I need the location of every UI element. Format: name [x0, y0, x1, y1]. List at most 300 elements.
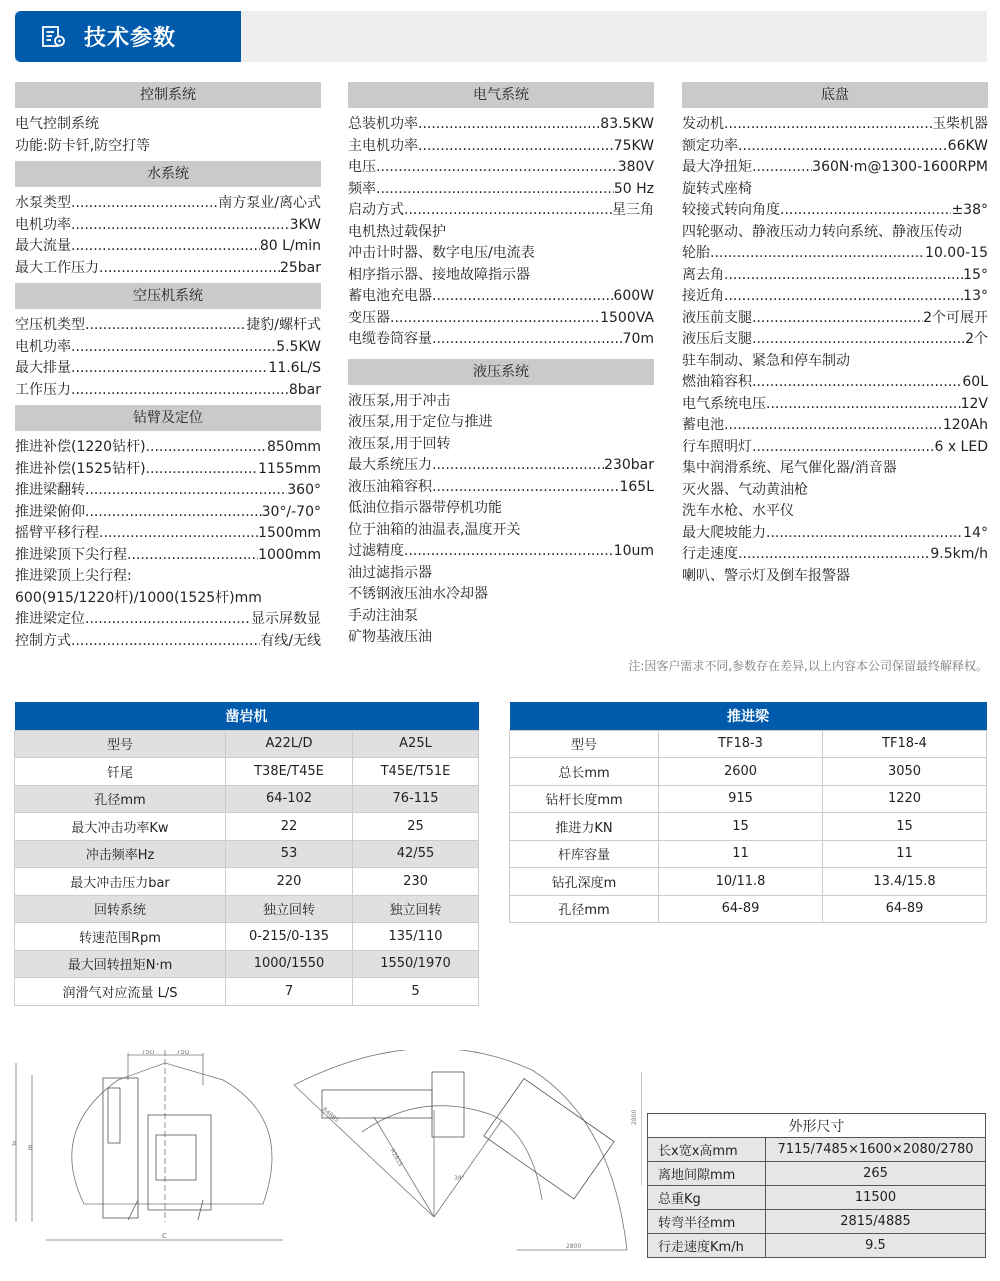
- spec-label: 发动机: [682, 116, 724, 132]
- spec-row: [682, 394, 988, 416]
- table-cell: 1000/1550: [226, 950, 353, 978]
- table-row: [510, 840, 987, 868]
- dot-leader: [146, 459, 259, 481]
- dot-leader: [85, 315, 246, 337]
- spec-value: 9.5km/h: [930, 546, 988, 562]
- spec-label: 燃油箱容积: [682, 374, 752, 390]
- spec-value: 75KW: [613, 137, 654, 154]
- table-cell: 10/11.8: [659, 868, 823, 896]
- spec-value: 玉柴机器: [932, 116, 988, 132]
- spec-label: 额定功率: [682, 137, 738, 154]
- spec-value: 120Ah: [942, 417, 988, 433]
- spec-value: 2个: [965, 331, 988, 347]
- table-cell: 最大回转扭矩N·m: [15, 950, 226, 978]
- dot-leader: [85, 609, 251, 631]
- svg-text:38°: 38°: [454, 1175, 465, 1182]
- spec-row: [15, 566, 321, 588]
- spec-row: [348, 584, 654, 606]
- spec-column-1: [15, 82, 321, 652]
- top-view-drawing: [282, 1050, 642, 1265]
- spec-value: 星三角: [612, 202, 654, 218]
- spec-row: [15, 459, 321, 481]
- table-cell: 64-89: [823, 895, 987, 923]
- table-row: [510, 758, 987, 786]
- table-cell: 总长mm: [510, 758, 659, 786]
- table-cell: 润滑气对应流量 L/S: [15, 978, 226, 1006]
- spec-label: 油过滤指示器: [348, 564, 432, 581]
- table-cell: 11500: [766, 1186, 986, 1210]
- spec-label: 变压器: [348, 309, 390, 326]
- spec-row: [15, 588, 321, 610]
- spec-row: [348, 243, 654, 265]
- spec-row: [682, 136, 988, 158]
- svg-text:2800: 2800: [631, 1109, 638, 1125]
- spec-value: 600W: [613, 288, 654, 304]
- table-cell: 915: [659, 785, 823, 813]
- table-cell: 转速范围Rpm: [15, 923, 226, 951]
- table-cell: 总重Kg: [648, 1186, 766, 1210]
- spec-label: 行走速度: [682, 546, 738, 562]
- spec-row: [682, 544, 988, 566]
- table-cell: A22L/D: [226, 730, 353, 758]
- spec-label: 电缆卷筒容量: [348, 331, 432, 347]
- table-row: [510, 730, 987, 758]
- spec-row: [15, 480, 321, 502]
- table-row: [15, 923, 479, 951]
- spec-label: 行车照明灯: [682, 438, 752, 455]
- table-cell: 独立回转: [226, 895, 353, 923]
- spec-value: ±38°: [951, 202, 988, 218]
- dot-leader: [724, 114, 932, 136]
- table-cell: 7: [226, 978, 353, 1006]
- spec-label: 轮胎: [682, 245, 710, 261]
- spec-value: 360°: [287, 482, 321, 498]
- table-cell: 135/110: [353, 923, 479, 951]
- spec-label: 电压: [348, 159, 376, 175]
- dot-leader: [99, 258, 280, 280]
- spec-label: 工作压力: [15, 381, 71, 398]
- table-cell: 3050: [823, 758, 987, 786]
- spec-row: [348, 498, 654, 520]
- table-cell: 53: [226, 840, 353, 868]
- table-title: 凿岩机: [15, 702, 479, 730]
- table-cell: 11: [659, 840, 823, 868]
- table-cell: T38E/T45E: [226, 758, 353, 786]
- feed-beam-table: [509, 702, 987, 923]
- section-header-water: 水系统: [15, 161, 321, 187]
- spec-label: 冲击计时器、数字电压/电流表: [348, 245, 535, 261]
- spec-label: 电机热过载保护: [348, 223, 446, 240]
- spec-label: 较接式转向角度: [682, 202, 780, 218]
- spec-row: [682, 200, 988, 222]
- spec-label: 最大排量: [15, 360, 71, 376]
- spec-label: 最大工作压力: [15, 259, 99, 276]
- table-cell: 冲击频率Hz: [15, 840, 226, 868]
- table-cell: 钻杆长度mm: [510, 785, 659, 813]
- table-cell: 孔径mm: [510, 895, 659, 923]
- spec-label: 液压泵,用于冲击: [348, 392, 451, 409]
- spec-label: 控制方式: [15, 632, 71, 649]
- table-title: 推进梁: [510, 702, 987, 730]
- spec-label: 低油位指示器带停机功能: [348, 500, 502, 516]
- spec-row: [15, 193, 321, 215]
- spec-label: 推进梁翻转: [15, 482, 85, 498]
- table-row: [15, 730, 479, 758]
- svg-text:2800: 2800: [566, 1243, 582, 1250]
- table-row: [15, 758, 479, 786]
- table-cell: 0-215/0-135: [226, 923, 353, 951]
- table-cell: 杆库容量: [510, 840, 659, 868]
- spec-label: 灭火器、气动黄油枪: [682, 481, 808, 498]
- spec-row: [682, 222, 988, 244]
- spec-value: 70m: [622, 331, 654, 347]
- dot-leader: [432, 286, 613, 308]
- dot-leader: [71, 380, 289, 402]
- spec-value: 2个可展开: [923, 309, 988, 326]
- table-row: [15, 840, 479, 868]
- spec-label: 洗车水枪、水平仪: [682, 503, 794, 519]
- spec-value: 80 L/min: [259, 238, 321, 254]
- spec-row: [348, 455, 654, 477]
- spec-row: [15, 437, 321, 459]
- spec-label: 位于油箱的油温表,温度开关: [348, 521, 521, 538]
- table-row: [648, 1138, 986, 1162]
- spec-row: [348, 114, 654, 136]
- table-row: [648, 1210, 986, 1234]
- spec-label: 离去角: [682, 266, 724, 283]
- table-cell: 265: [766, 1162, 986, 1186]
- table-cell: 15: [823, 813, 987, 841]
- dot-leader: [432, 455, 604, 477]
- table-cell: 型号: [15, 730, 226, 758]
- front-view-drawing: [8, 1050, 300, 1270]
- spec-value: 6 x LED: [934, 438, 988, 455]
- dot-leader: [390, 308, 600, 330]
- spec-row: [682, 265, 988, 287]
- table-cell: 回转系统: [15, 895, 226, 923]
- spec-label: 液压前支腿: [682, 309, 752, 326]
- section-header-boom: 钻臂及定位: [15, 405, 321, 431]
- table-cell: 7115/7485×1600×2080/2780: [766, 1138, 986, 1162]
- spec-row: [15, 136, 321, 158]
- dot-leader: [418, 114, 600, 136]
- spec-row: [15, 380, 321, 402]
- section-header-hydraulic: 液压系统: [348, 359, 654, 385]
- table-cell: 转弯半径mm: [648, 1210, 766, 1234]
- svg-text:R2815: R2815: [388, 1147, 405, 1168]
- table-cell: 孔径mm: [15, 785, 226, 813]
- spec-label: 液压后支腿: [682, 331, 752, 347]
- spec-row: [15, 114, 321, 136]
- table-row: [648, 1186, 986, 1210]
- spec-label: 推进补偿(1220钻杆): [15, 439, 146, 455]
- section-header-air-compressor: 空压机系统: [15, 283, 321, 309]
- spec-label: 最大流量: [15, 238, 71, 254]
- dot-leader: [766, 523, 963, 545]
- dot-leader: [71, 236, 260, 258]
- spec-label: 电机功率: [15, 338, 71, 355]
- table-row: [15, 978, 479, 1006]
- spec-value: 165L: [619, 478, 654, 495]
- spec-label: 600(915/1220杆)/1000(1525杆)mm: [15, 589, 262, 606]
- spec-value: 捷豹/螺杆式: [246, 317, 321, 333]
- dot-leader: [752, 308, 923, 330]
- spec-row: [348, 265, 654, 287]
- table-cell: 钻孔深度m: [510, 868, 659, 896]
- spec-label: 喇叭、警示灯及倒车报警器: [682, 567, 850, 584]
- spec-label: 推进补偿(1525钻杆): [15, 460, 146, 477]
- section-header-chassis: 底盘: [682, 82, 988, 108]
- table-cell: 2815/4885: [766, 1210, 986, 1234]
- spec-row: [15, 545, 321, 567]
- spec-label: 电气控制系统: [15, 116, 99, 132]
- table-cell: 最大冲击功率Kw: [15, 813, 226, 841]
- spec-row: [348, 179, 654, 201]
- spec-value: 30°/-70°: [261, 503, 321, 520]
- spec-row: [348, 329, 654, 351]
- table-cell: T45E/T51E: [353, 758, 479, 786]
- spec-row: [348, 308, 654, 330]
- spec-row: [348, 412, 654, 434]
- spec-row: [348, 606, 654, 628]
- spec-column-3: [682, 82, 988, 587]
- spec-value: 380V: [617, 159, 654, 175]
- spec-sheet-icon: [42, 26, 66, 48]
- spec-label: 频率: [348, 180, 376, 197]
- spec-label: 功能:防卡钎,防空打等: [15, 137, 151, 154]
- spec-row: [15, 315, 321, 337]
- table-cell: 2600: [659, 758, 823, 786]
- spec-value: 1000mm: [258, 546, 321, 563]
- spec-value: 15°: [963, 266, 988, 283]
- table-cell: 25: [353, 813, 479, 841]
- spec-label: 蓄电池: [682, 417, 724, 433]
- table-row: [15, 895, 479, 923]
- spec-row: [15, 609, 321, 631]
- spec-value: 8bar: [288, 381, 321, 398]
- spec-label: 推进梁顶下尖行程: [15, 546, 127, 563]
- spec-value: 13°: [963, 288, 988, 304]
- spec-value: 10.00-15: [925, 245, 988, 261]
- spec-label: 主电机功率: [348, 137, 418, 154]
- spec-label: 集中润滑系统、尾气催化器/消音器: [682, 460, 897, 476]
- table-cell: 长x宽x高mm: [648, 1138, 766, 1162]
- table-row: [510, 785, 987, 813]
- spec-row: [15, 358, 321, 380]
- spec-row: [682, 243, 988, 265]
- table-row: [15, 785, 479, 813]
- dot-leader: [724, 286, 963, 308]
- spec-row: [682, 329, 988, 351]
- dot-leader: [752, 437, 934, 459]
- spec-label: 推进梁顶上尖行程:: [15, 568, 132, 584]
- dimensions-table: [647, 1113, 986, 1258]
- table-row: [648, 1162, 986, 1186]
- spec-row: [682, 566, 988, 588]
- spec-row: [348, 627, 654, 649]
- header-banner: [15, 11, 987, 62]
- spec-row: [682, 458, 988, 480]
- spec-value: 83.5KW: [600, 116, 654, 132]
- spec-label: 推进梁俯仰: [15, 503, 85, 520]
- table-row: [15, 868, 479, 896]
- spec-label: 液压油箱容积: [348, 478, 432, 495]
- spec-row: [15, 258, 321, 280]
- disclaimer-note: 注:因客户需求不同,参数存在差异,以上内容本公司保留最终解释权。: [628, 659, 988, 673]
- spec-row: [682, 114, 988, 136]
- table-cell: 11: [823, 840, 987, 868]
- spec-row: [15, 523, 321, 545]
- spec-value: 66KW: [947, 137, 988, 154]
- spec-value: 1155mm: [258, 460, 321, 477]
- spec-row: [682, 437, 988, 459]
- spec-label: 手动注油泵: [348, 607, 418, 624]
- spec-value: 230bar: [604, 457, 654, 473]
- spec-label: 蓄电池充电器: [348, 288, 432, 304]
- table-cell: 9.5: [766, 1234, 986, 1258]
- spec-label: 四轮驱动、静液压动力转向系统、静液压传动: [682, 223, 962, 240]
- spec-row: [682, 351, 988, 373]
- spec-label: 过滤精度: [348, 543, 404, 559]
- svg-text:R4885: R4885: [320, 1106, 341, 1125]
- spec-row: [348, 541, 654, 563]
- dot-leader: [71, 337, 276, 359]
- spec-row: [682, 286, 988, 308]
- spec-row: [682, 179, 988, 201]
- spec-value: 50 Hz: [613, 180, 654, 197]
- table-row: [648, 1234, 986, 1258]
- svg-text:C: C: [162, 1232, 167, 1240]
- spec-value: 有线/无线: [260, 632, 321, 649]
- spec-value: 850mm: [267, 439, 321, 455]
- spec-value: 5.5KW: [276, 338, 321, 355]
- dot-leader: [432, 329, 623, 351]
- dot-leader: [752, 157, 812, 179]
- table-cell: TF18-3: [659, 730, 823, 758]
- spec-row: [15, 631, 321, 653]
- dot-leader: [376, 179, 614, 201]
- table-row: [15, 813, 479, 841]
- dot-leader: [738, 544, 930, 566]
- spec-row: [682, 501, 988, 523]
- spec-row: [15, 236, 321, 258]
- dot-leader: [146, 437, 267, 459]
- rock-drill-table: [14, 702, 479, 1006]
- table-cell: 行走速度Km/h: [648, 1234, 766, 1258]
- table-cell: 型号: [510, 730, 659, 758]
- dot-leader: [752, 372, 962, 394]
- spec-label: 最大系统压力: [348, 457, 432, 473]
- spec-label: 矿物基液压油: [348, 629, 432, 645]
- svg-text:750: 750: [176, 1050, 190, 1056]
- spec-row: [348, 157, 654, 179]
- table-cell: 13.4/15.8: [823, 868, 987, 896]
- spec-label: 液压泵,用于回转: [348, 435, 451, 452]
- spec-value: 1500VA: [600, 309, 654, 326]
- spec-label: 液压泵,用于定位与推进: [348, 414, 493, 430]
- table-title: 外形尺寸: [648, 1114, 986, 1138]
- dot-leader: [127, 545, 258, 567]
- table-cell: 推进力KN: [510, 813, 659, 841]
- dot-leader: [404, 541, 614, 563]
- svg-text:750: 750: [141, 1050, 155, 1056]
- spec-label: 驻车制动、紧急和停车制动: [682, 352, 850, 369]
- dot-leader: [724, 415, 943, 437]
- table-cell: 1220: [823, 785, 987, 813]
- dot-leader: [71, 631, 260, 653]
- spec-value: 60L: [962, 374, 988, 390]
- dot-leader: [71, 358, 268, 380]
- table-cell: TF18-4: [823, 730, 987, 758]
- table-row: [510, 868, 987, 896]
- spec-label: 旋转式座椅: [682, 180, 752, 197]
- spec-label: 接近角: [682, 288, 724, 304]
- dot-leader: [404, 200, 612, 222]
- spec-value: 11.6L/S: [268, 360, 321, 376]
- dot-leader: [376, 157, 618, 179]
- dot-leader: [738, 136, 948, 158]
- spec-row: [682, 480, 988, 502]
- table-cell: 42/55: [353, 840, 479, 868]
- svg-text:B: B: [28, 1144, 33, 1152]
- table-cell: 220: [226, 868, 353, 896]
- spec-label: 摇臂平移行程: [15, 525, 99, 541]
- dot-leader: [752, 329, 965, 351]
- svg-text:A: A: [12, 1140, 17, 1148]
- spec-label: 电气系统电压: [682, 395, 766, 412]
- spec-row: [682, 523, 988, 545]
- spec-label: 推进梁定位: [15, 611, 85, 627]
- spec-row: [15, 215, 321, 237]
- spec-label: 相序指示器、接地故障指示器: [348, 266, 530, 283]
- spec-row: [348, 477, 654, 499]
- table-row: [510, 895, 987, 923]
- spec-label: 不锈钢液压油水冷却器: [348, 586, 488, 602]
- table-row: [510, 813, 987, 841]
- table-cell: 230: [353, 868, 479, 896]
- dot-leader: [99, 523, 258, 545]
- table-cell: 钎尾: [15, 758, 226, 786]
- header-title-block: [15, 11, 241, 62]
- spec-row: [348, 520, 654, 542]
- spec-column-2: [348, 82, 654, 649]
- spec-label: 空压机类型: [15, 317, 85, 333]
- dot-leader: [780, 200, 951, 222]
- dot-leader: [71, 215, 290, 237]
- spec-value: 360N·m@1300-1600RPM: [812, 159, 988, 175]
- section-header-control: 控制系统: [15, 82, 321, 108]
- table-cell: 22: [226, 813, 353, 841]
- section-header-electrical: 电气系统: [348, 82, 654, 108]
- table-cell: 5: [353, 978, 479, 1006]
- table-cell: A25L: [353, 730, 479, 758]
- spec-value: 25bar: [279, 259, 321, 276]
- table-cell: 76-115: [353, 785, 479, 813]
- dot-leader: [71, 193, 218, 215]
- spec-row: [348, 136, 654, 158]
- spec-row: [348, 200, 654, 222]
- spec-label: 启动方式: [348, 202, 404, 218]
- spec-value: 1500mm: [258, 525, 321, 541]
- spec-value: 南方泵业/离心式: [218, 195, 321, 211]
- table-cell: 离地间隙mm: [648, 1162, 766, 1186]
- page-title: 技术参数: [84, 26, 177, 51]
- table-cell: 1550/1970: [353, 950, 479, 978]
- spec-label: 最大净扭矩: [682, 159, 752, 175]
- dot-leader: [418, 136, 614, 158]
- dot-leader: [766, 394, 961, 416]
- table-row: [15, 950, 479, 978]
